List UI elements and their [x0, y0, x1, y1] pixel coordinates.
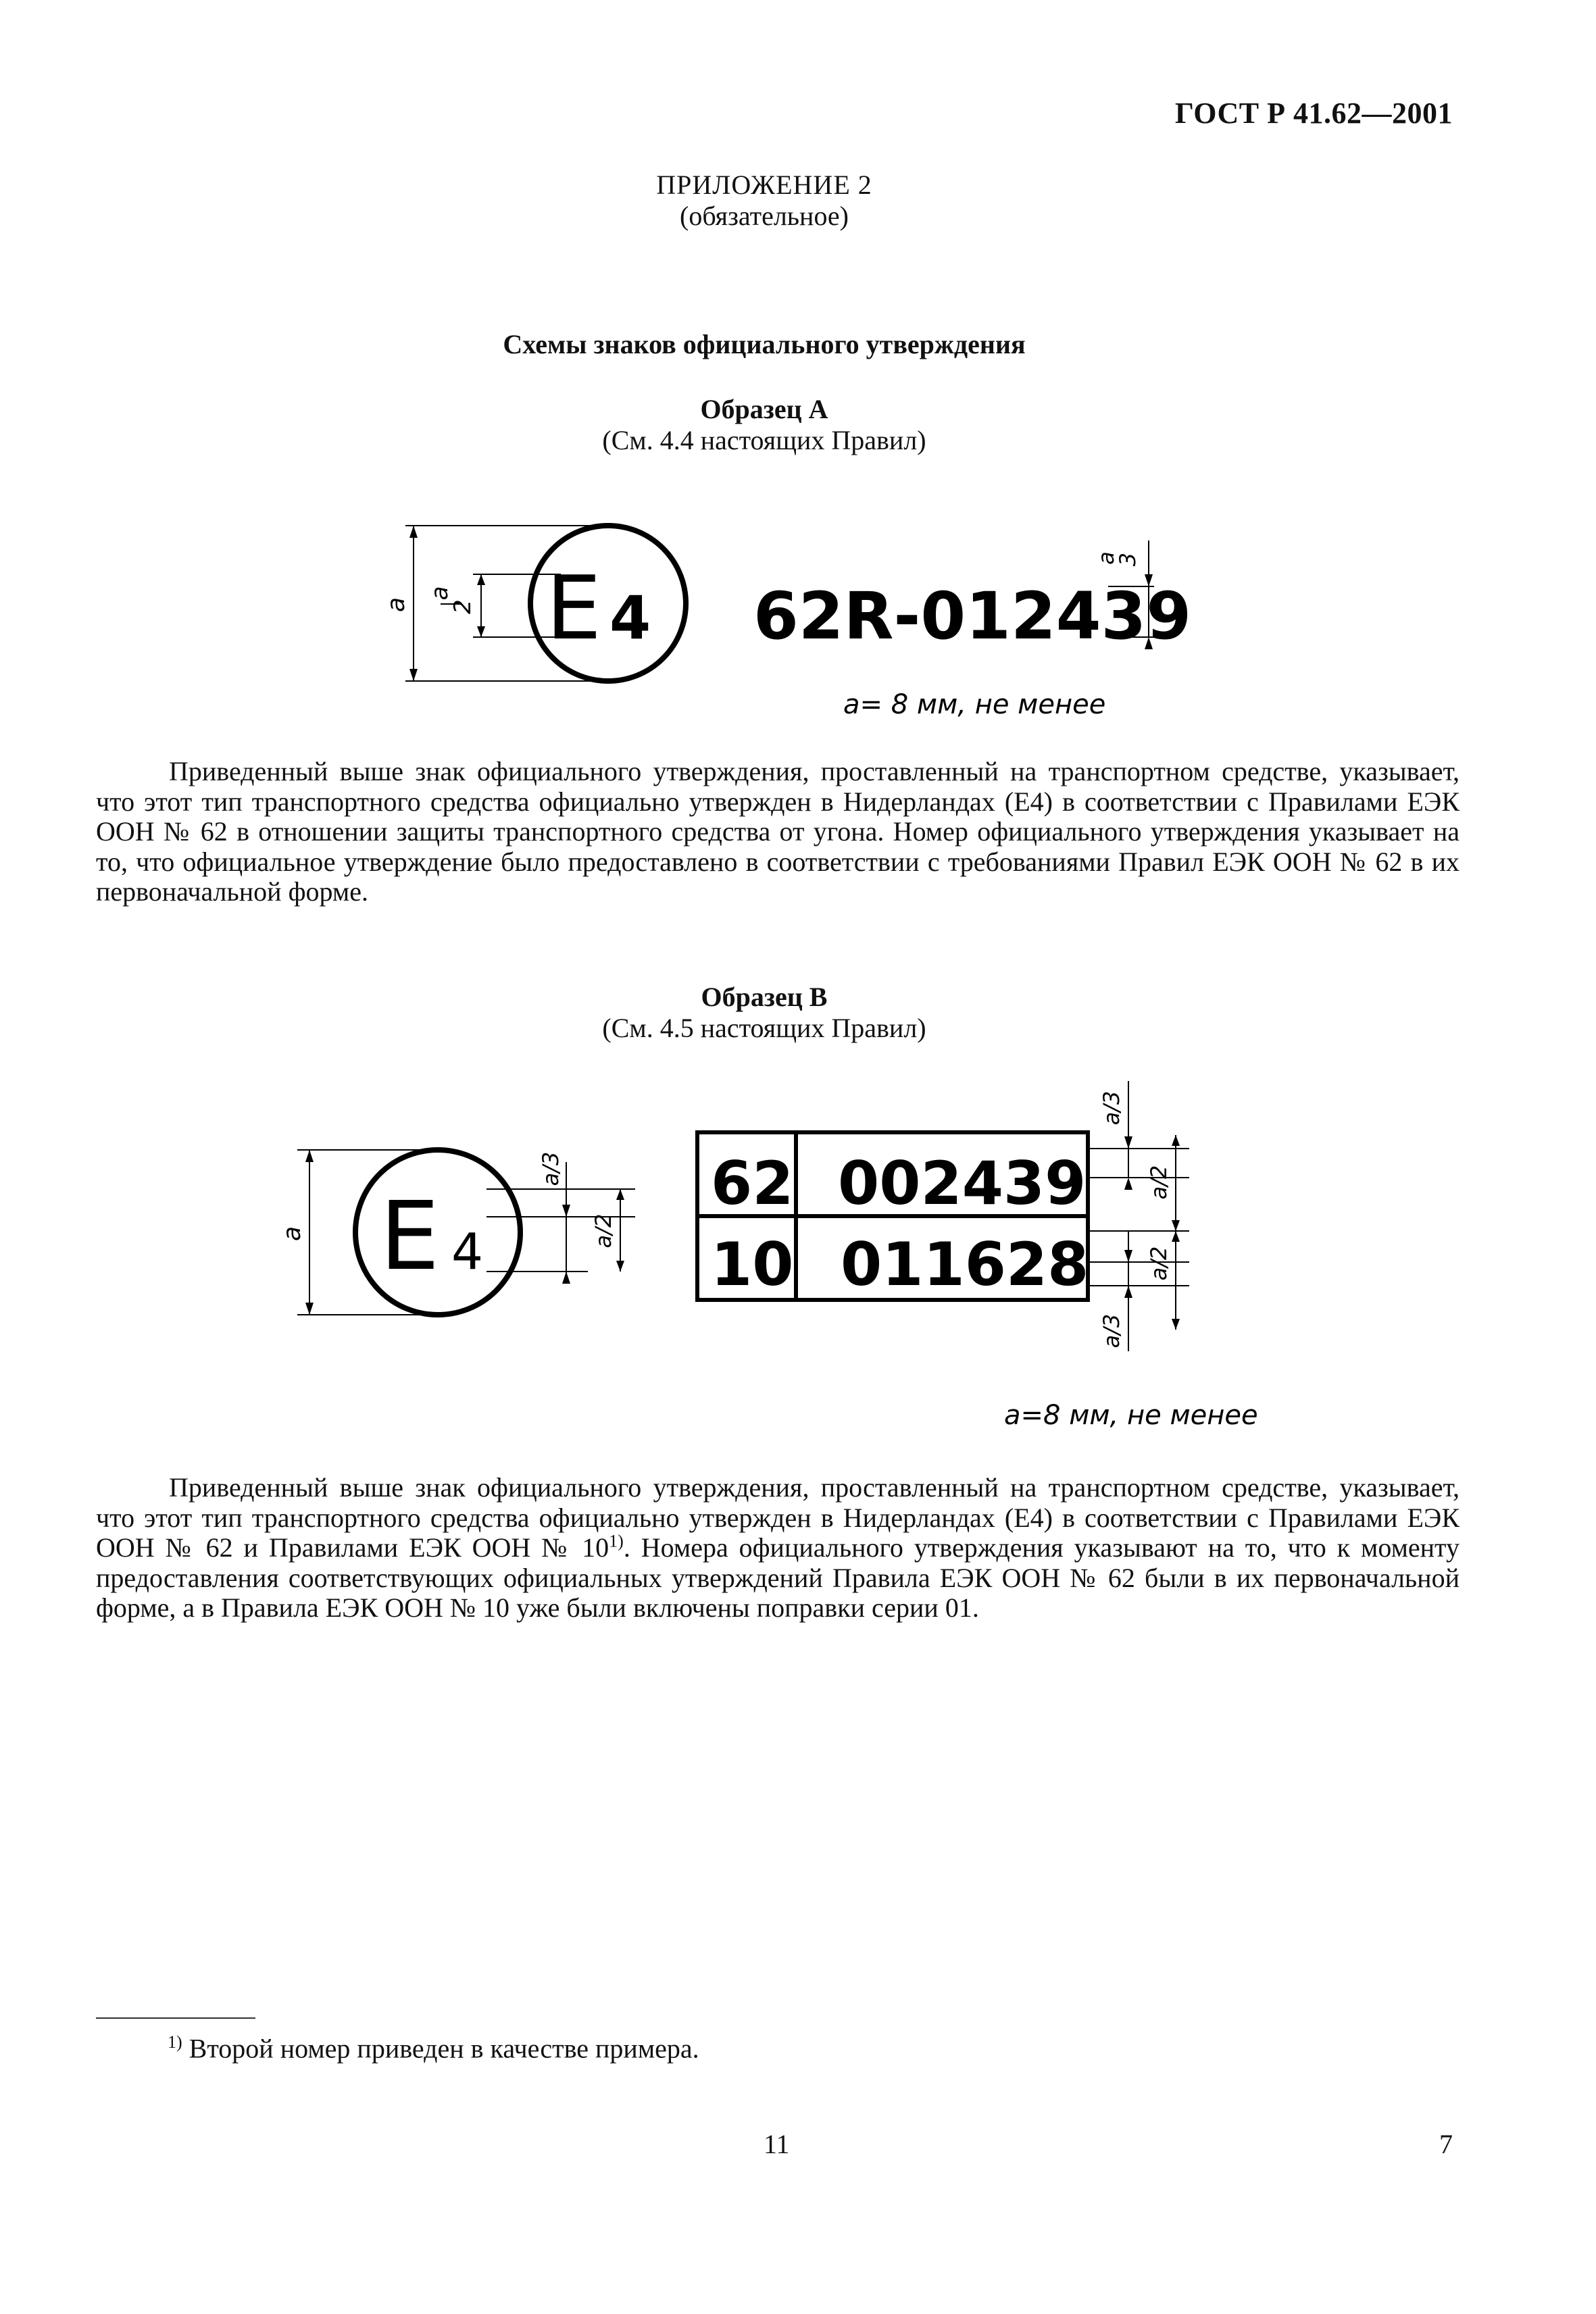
sample-b-table-dim-a3-top: a/3: [1099, 1090, 1124, 1126]
sample-b-table-dim-a2-top: a/2: [1146, 1165, 1172, 1200]
sample-a-dim-a: a: [382, 597, 410, 613]
table-cell-regulation-2: 10: [711, 1230, 794, 1299]
footnote: [168, 2032, 699, 2064]
paragraph-sample-b: [96, 1473, 1460, 1624]
sample-b-dim-a2-mark: a/2: [591, 1213, 616, 1249]
sample-a-mark-letter: E: [546, 557, 602, 659]
sample-b-title: Образец В: [701, 982, 828, 1012]
document-code: ГОСТ Р 41.62—2001: [1174, 97, 1453, 130]
paragraph-sample-b-text: Приведенный выше знак официального утверждения, проставленный на транспортном средстве, указывает, что этот тип транспортного средства официально утвержден в Нидерландах (Е4) в соответствии с Правилами ЕЭК ООН № 62 и Правилами ЕЭК ООН № 10: [96, 1472, 1460, 1563]
page-number-right: 7: [1439, 2129, 1453, 2159]
footnote-text: Второй номер приведен в качестве примера.: [182, 2033, 699, 2064]
paragraph-sample-b-text-end: . Номера официального утверждения указывают на то, что к моменту предоставления соответствующих официальных утверждений Правила ЕЭК ООН № 62 были в их первоначальной форме, а в Правила ЕЭК ООН № 10 уже были включены поправки серии 01.: [96, 1532, 1460, 1623]
table-cell-approval-1: 002439: [838, 1149, 1087, 1218]
sample-b-figure: [0, 1054, 1596, 1453]
sample-b-reference: (См. 4.5 настоящих Правил): [602, 1013, 926, 1043]
sample-a-dim-a3: a: [1093, 551, 1119, 565]
footnote-divider: [96, 2017, 255, 2019]
sample-a-title: Образец А: [700, 394, 828, 424]
sample-a-dim-a2: a: [426, 586, 453, 601]
page-number-center: 11: [764, 2129, 790, 2159]
sample-a-reference: (См. 4.4 настоящих Правил): [602, 425, 926, 455]
sample-b-table-dim-a2-bottom: a/2: [1146, 1246, 1172, 1281]
sample-a-mark-country: 4: [609, 583, 651, 653]
sample-b-dim-a: a: [278, 1226, 306, 1242]
sample-a-dim-a2-den: 2: [449, 599, 476, 614]
sample-a-approval-number: 62R-012439: [753, 578, 1192, 654]
sample-a-dim-a3-den: 3: [1115, 552, 1141, 567]
sample-a-figure: [0, 0, 1596, 750]
paragraph-sample-a: Приведенный выше знак официального утверждения, проставленный на транспортном средстве, указывает, что этот тип транспортного средства официально утвержден в Нидерландах (Е4) в соответствии с Правилами ЕЭК ООН № 62 в отношении защиты транспортного средства от угона. Номер официального утверждения указывает на то, что официальное утверждение было предоставлено в соответствии с требованиями Правил ЕЭК ООН № 62 в их первоначальной форме.: [96, 756, 1460, 907]
sample-b-note: a=8 мм, не менее: [1004, 1400, 1258, 1431]
sample-b-mark-country: 4: [451, 1223, 484, 1281]
footnote-reference: 1): [609, 1531, 624, 1551]
sample-b-table-dim-a3-bottom: a/3: [1099, 1313, 1124, 1349]
table-cell-approval-2: 011628: [841, 1230, 1089, 1299]
annex-title: ПРИЛОЖЕНИЕ 2: [656, 170, 872, 200]
section-title: Схемы знаков официального утверждения: [503, 329, 1026, 359]
sample-a-note: a= 8 мм, не менее: [843, 689, 1106, 720]
annex-subtitle: (обязательное): [680, 201, 849, 231]
table-cell-regulation-1: 62: [711, 1149, 794, 1218]
sample-b-dim-a3-mark: a/3: [538, 1151, 564, 1186]
sample-b-mark-letter: E: [380, 1182, 440, 1292]
footnote-marker: 1): [168, 2032, 182, 2052]
